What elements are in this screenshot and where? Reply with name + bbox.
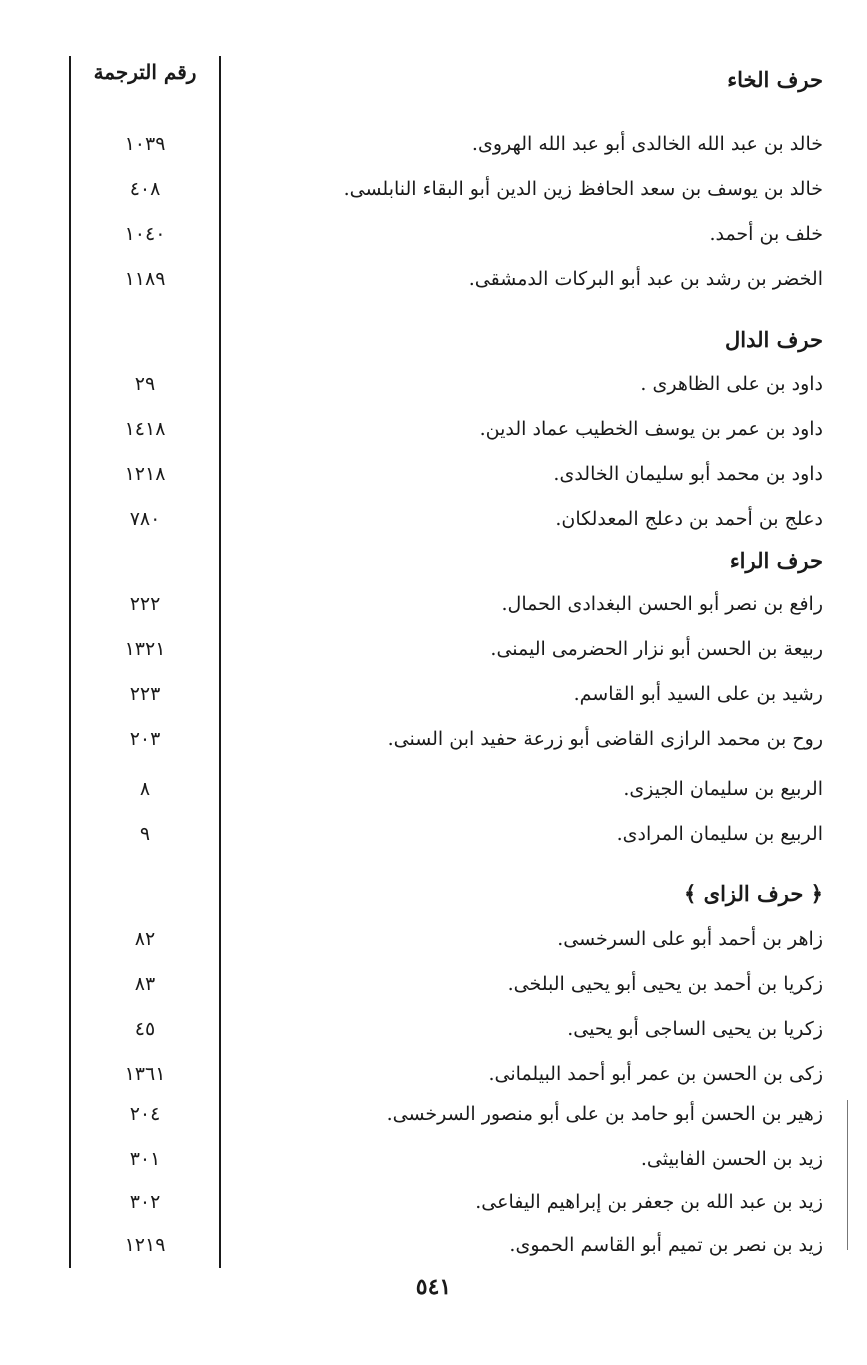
index-entry	[0, 1184, 867, 1220]
entry-name: زيد بن عبد الله بن جعفر بن إبراهيم اليفاعى.	[475, 1191, 823, 1213]
entry-number: ٢٢٣	[129, 683, 161, 705]
index-entry	[0, 586, 867, 622]
entry-number: ٨٣	[134, 973, 156, 995]
index-entry	[0, 411, 867, 447]
index-entry	[0, 721, 867, 757]
section-heading: حرف الدال	[725, 327, 823, 352]
entry-name: زيد بن الحسن الفابيثى.	[640, 1148, 823, 1170]
entry-number: ١٣٦١	[124, 1063, 166, 1085]
page-number: ٥٤١	[415, 1274, 452, 1300]
index-entry	[0, 216, 867, 252]
section-heading: حرف الخاء	[727, 67, 823, 92]
column-header: رقم الترجمة	[93, 60, 197, 84]
index-entry	[0, 816, 867, 852]
entry-name: رافع بن نصر أبو الحسن البغدادى الحمال.	[501, 593, 823, 615]
entry-name: داود بن عمر بن يوسف الخطيب عماد الدين.	[479, 418, 823, 440]
section-heading-row	[0, 322, 867, 358]
index-entry	[0, 1056, 867, 1092]
entry-name: خالد بن عبد الله الخالدى أبو عبد الله الهروى.	[471, 133, 823, 155]
section-heading-row	[0, 62, 867, 98]
index-entry	[0, 261, 867, 297]
entry-name: الربيع بن سليمان الجيزى.	[623, 778, 823, 800]
entry-number: ٤٠٨	[129, 178, 161, 200]
entry-name: دعلج بن أحمد بن دعلج المعدلكان.	[555, 508, 823, 530]
section-heading: ﴿ حرف الزاى ﴾	[684, 881, 823, 906]
entry-number: ١٠٣٩	[124, 133, 166, 155]
entry-number: ٩	[139, 823, 151, 845]
entry-name: زكى بن الحسن بن عمر أبو أحمد البيلمانى.	[488, 1063, 823, 1085]
entry-name: داود بن محمد أبو سليمان الخالدى.	[553, 463, 823, 485]
entry-name: زاهر بن أحمد أبو على السرخسى.	[557, 928, 823, 950]
index-entry	[0, 456, 867, 492]
entry-number: ٧٨٠	[129, 508, 161, 530]
section-heading-row	[0, 876, 867, 912]
entry-name: زكريا بن أحمد بن يحيى أبو يحيى البلخى.	[507, 973, 823, 995]
entry-name: خالد بن يوسف بن سعد الحافظ زين الدين أبو البقاء النابلسى.	[343, 178, 823, 200]
entry-number: ٨	[139, 778, 151, 800]
index-entry	[0, 631, 867, 667]
section-heading: حرف الراء	[729, 548, 823, 573]
index-entry	[0, 676, 867, 712]
entry-name: ربيعة بن الحسن أبو نزار الحضرمى اليمنى.	[490, 638, 823, 660]
entry-number: ١٠٤٠	[124, 223, 166, 245]
entry-name: رشيد بن على السيد أبو القاسم.	[573, 683, 823, 705]
entry-name: زيد بن نصر بن تميم أبو القاسم الحموى.	[509, 1234, 823, 1256]
index-entry	[0, 1096, 867, 1132]
entry-number: ٨٢	[134, 928, 156, 950]
entry-number: ٢٠٣	[129, 728, 161, 750]
entry-name: الربيع بن سليمان المرادى.	[616, 823, 823, 845]
entry-name: زهير بن الحسن أبو حامد بن على أبو منصور السرخسى.	[386, 1103, 823, 1125]
entry-number: ١٣٢١	[124, 638, 166, 660]
entry-number: ٢٠٤	[129, 1103, 161, 1125]
index-entry	[0, 366, 867, 402]
entry-number: ١٢١٨	[124, 463, 166, 485]
index-entry	[0, 171, 867, 207]
entry-number: ٣٠١	[129, 1148, 161, 1170]
entry-number: ١٢١٩	[124, 1234, 166, 1256]
entry-number: ٢٢٢	[129, 593, 161, 615]
entry-number: ٤٥	[134, 1018, 156, 1040]
index-entry	[0, 126, 867, 162]
section-heading-row	[0, 543, 867, 579]
entry-number: ٢٩	[134, 373, 156, 395]
index-entry	[0, 966, 867, 1002]
index-entry	[0, 771, 867, 807]
entry-number: ١٤١٨	[124, 418, 166, 440]
entry-name: خلف بن أحمد.	[709, 223, 823, 245]
index-entry	[0, 1141, 867, 1177]
index-entry	[0, 501, 867, 537]
entry-name: داود بن على الظاهرى .	[640, 373, 823, 395]
entry-name: زكريا بن يحيى الساجى أبو يحيى.	[567, 1018, 823, 1040]
index-entry	[0, 921, 867, 957]
entry-number: ١١٨٩	[124, 268, 166, 290]
entry-name: روح بن محمد الرازى القاضى أبو زرعة حفيد ابن السنى.	[387, 728, 823, 750]
index-entry	[0, 1227, 867, 1263]
index-entry	[0, 1011, 867, 1047]
entry-number: ٣٠٢	[129, 1191, 161, 1213]
entry-name: الخضر بن رشد بن عبد أبو البركات الدمشقى.	[468, 268, 823, 290]
